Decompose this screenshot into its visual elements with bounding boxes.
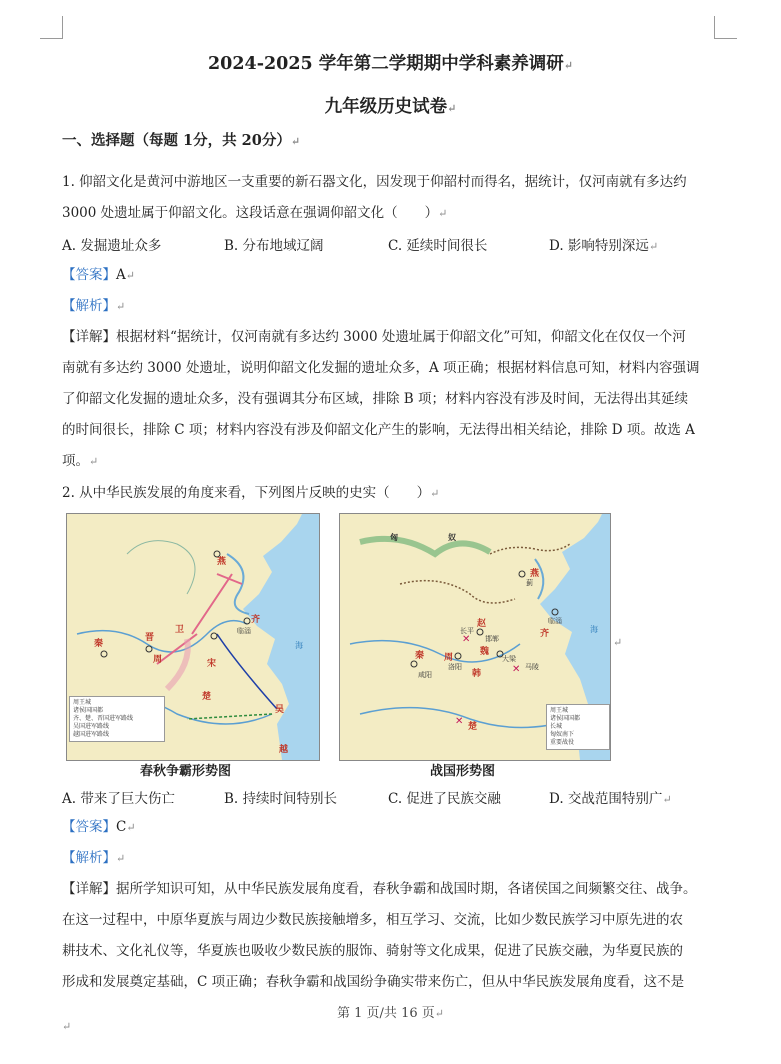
map2-label-qi: 齐: [540, 629, 550, 639]
map1-label-yue: 越: [279, 745, 289, 755]
q1-option-a: A. 发掘遗址众多: [62, 238, 162, 254]
q2-answer: 【答案】C↵: [62, 819, 136, 835]
map2-label-wei: 魏: [480, 647, 490, 657]
map2-label-xianyang: 咸阳: [418, 671, 432, 679]
map2-label-ji: 蓟: [526, 579, 533, 587]
q1-option-c: C. 延续时间很长: [388, 238, 488, 254]
map1-label-chu: 楚: [202, 692, 212, 702]
exam-title: 2024-2025 学年第二学期期中学科素养调研↵: [208, 54, 573, 74]
trailing-para-mark: ↵: [62, 1020, 72, 1033]
q2-option-d: D. 交战范围特别广↵: [549, 791, 672, 807]
svg-text:✕: ✕: [462, 634, 471, 645]
warring-states-map: [339, 513, 611, 761]
q1-detail-line-5: 项。↵: [62, 453, 99, 469]
map2-label-daliang: 大梁: [502, 655, 516, 663]
map1-label-jin: 晋: [145, 633, 155, 643]
map1-label-linzi: 临淄: [237, 627, 251, 635]
map2-legend: 周王城 诸侯国国都 长城 匈奴南下 重要战役: [546, 704, 610, 750]
map2-label-zhao: 赵: [477, 619, 487, 629]
q2-analysis-tag: 【解析】↵: [62, 850, 126, 866]
q1-detail-line-4: 的时间很长，排除 C 项；材料内容没有涉及仰韶文化产生的影响，无法得出相关结论，排除 D 项。故选 A: [62, 422, 695, 438]
map1-label-qi: 齐: [251, 615, 261, 625]
q1-detail-line-3: 了仰韶文化发掘的遗址众多，没有强调其分布区域，排除 B 项；材料内容没有涉及时间，无法得出其延续: [62, 391, 689, 407]
map1-legend: 周王城 诸侯国国都 齐、楚、晋国进军路线 吴国进军路线 越国进军路线: [69, 696, 165, 742]
q2-option-c: C. 促进了民族交融: [388, 791, 501, 807]
exam-subtitle: 九年级历史试卷↵: [324, 97, 457, 117]
page-footer: 第 1 页/共 16 页↵: [337, 1006, 444, 1021]
map2-label-chu: 楚: [468, 722, 478, 732]
map1-label-sea: 海: [295, 641, 303, 650]
map1-label-wei: 卫: [175, 625, 185, 635]
q2-detail-line-4: 形成和发展奠定基础，C 项正确；春秋争霸和战国纷争确实带来伤亡，但从中华民族发展角度看，这不是: [62, 974, 685, 990]
map2-label-luoyang: 洛阳: [448, 663, 462, 671]
q2-option-a: A. 带来了巨大伤亡: [62, 791, 175, 807]
map2-label-han: 韩: [472, 669, 482, 679]
q1-option-d: D. 影响特别深远↵: [549, 238, 659, 254]
map1-label-qin: 秦: [94, 639, 104, 649]
q1-option-b: B. 分布地域辽阔: [224, 238, 324, 254]
map2-label-sea: 海: [590, 625, 598, 634]
section-heading: 一、选择题（每题 1分，共 20分）↵: [62, 132, 301, 149]
q2-detail-line-2: 在这一过程中，中原华夏族与周边少数民族接触增多，相互学习、交流，比如少数民族学习中原先进的农: [62, 912, 683, 928]
map2-label-qin: 秦: [415, 651, 425, 661]
map2-label-changping: 长平: [460, 627, 474, 635]
q1-detail-line-1: 【详解】根据材料“据统计，仅河南就有多达约 3000 处遗址属于仰韶文化”可知，仰韶文化在仅仅一个河: [62, 329, 686, 345]
q1-answer: 【答案】A↵: [62, 267, 135, 283]
svg-text:✕: ✕: [512, 664, 521, 675]
q2-option-b: B. 持续时间特别长: [224, 791, 338, 807]
page-corner-mark-left: [40, 16, 63, 39]
q1-analysis-tag: 【解析】↵: [62, 298, 126, 314]
map-para-mark: ↵: [613, 636, 623, 649]
map2-label-xiong: 匈: [390, 533, 398, 542]
map2-label-linzi: 临淄: [548, 617, 562, 625]
page-corner-mark-right: [714, 16, 737, 39]
svg-text:✕: ✕: [455, 716, 464, 727]
map2-caption: 战国形势图: [430, 764, 496, 779]
map1-label-yan: 燕: [217, 557, 227, 567]
q2-detail-line-1: 【详解】据所学知识可知，从中华民族发展角度看，春秋争霸和战国时期，各诸侯国之间频繁交往、战争。: [62, 881, 697, 897]
map2-label-handan: 邯郸: [485, 635, 499, 643]
map2-label-maling: 马陵: [525, 663, 539, 671]
q1-detail-line-2: 南就有多达约 3000 处遗址，说明仰韶文化发掘的遗址众多，A 项正确；根据材料信息可知，材料内容强调: [62, 360, 700, 376]
q1-stem-line-2: 3000 处遗址属于仰韶文化。这段话意在强调仰韶文化（ ）↵: [62, 205, 448, 221]
map1-caption: 春秋争霸形势图: [140, 764, 232, 779]
q2-detail-line-3: 耕技术、文化礼仪等，华夏族也吸收少数民族的服饰、骑射等文化成果，促进了民族交融，为华夏民族的: [62, 943, 683, 959]
spring-autumn-map: [66, 513, 320, 761]
map1-label-song: 宋: [207, 659, 217, 669]
map2-label-zhou: 周: [444, 653, 454, 663]
q2-stem: 2. 从中华民族发展的角度来看，下列图片反映的史实（ ）↵: [62, 485, 440, 501]
map2-label-nu: 奴: [448, 533, 456, 542]
map1-label-zhou: 周: [153, 655, 163, 665]
map2-label-yan: 燕: [530, 569, 540, 579]
map1-label-wu: 吴: [275, 705, 285, 715]
q1-stem-line-1: 1. 仰韶文化是黄河中游地区一支重要的新石器文化，因发现于仰韶村而得名，据统计，仅河南就有多达约: [62, 174, 687, 190]
